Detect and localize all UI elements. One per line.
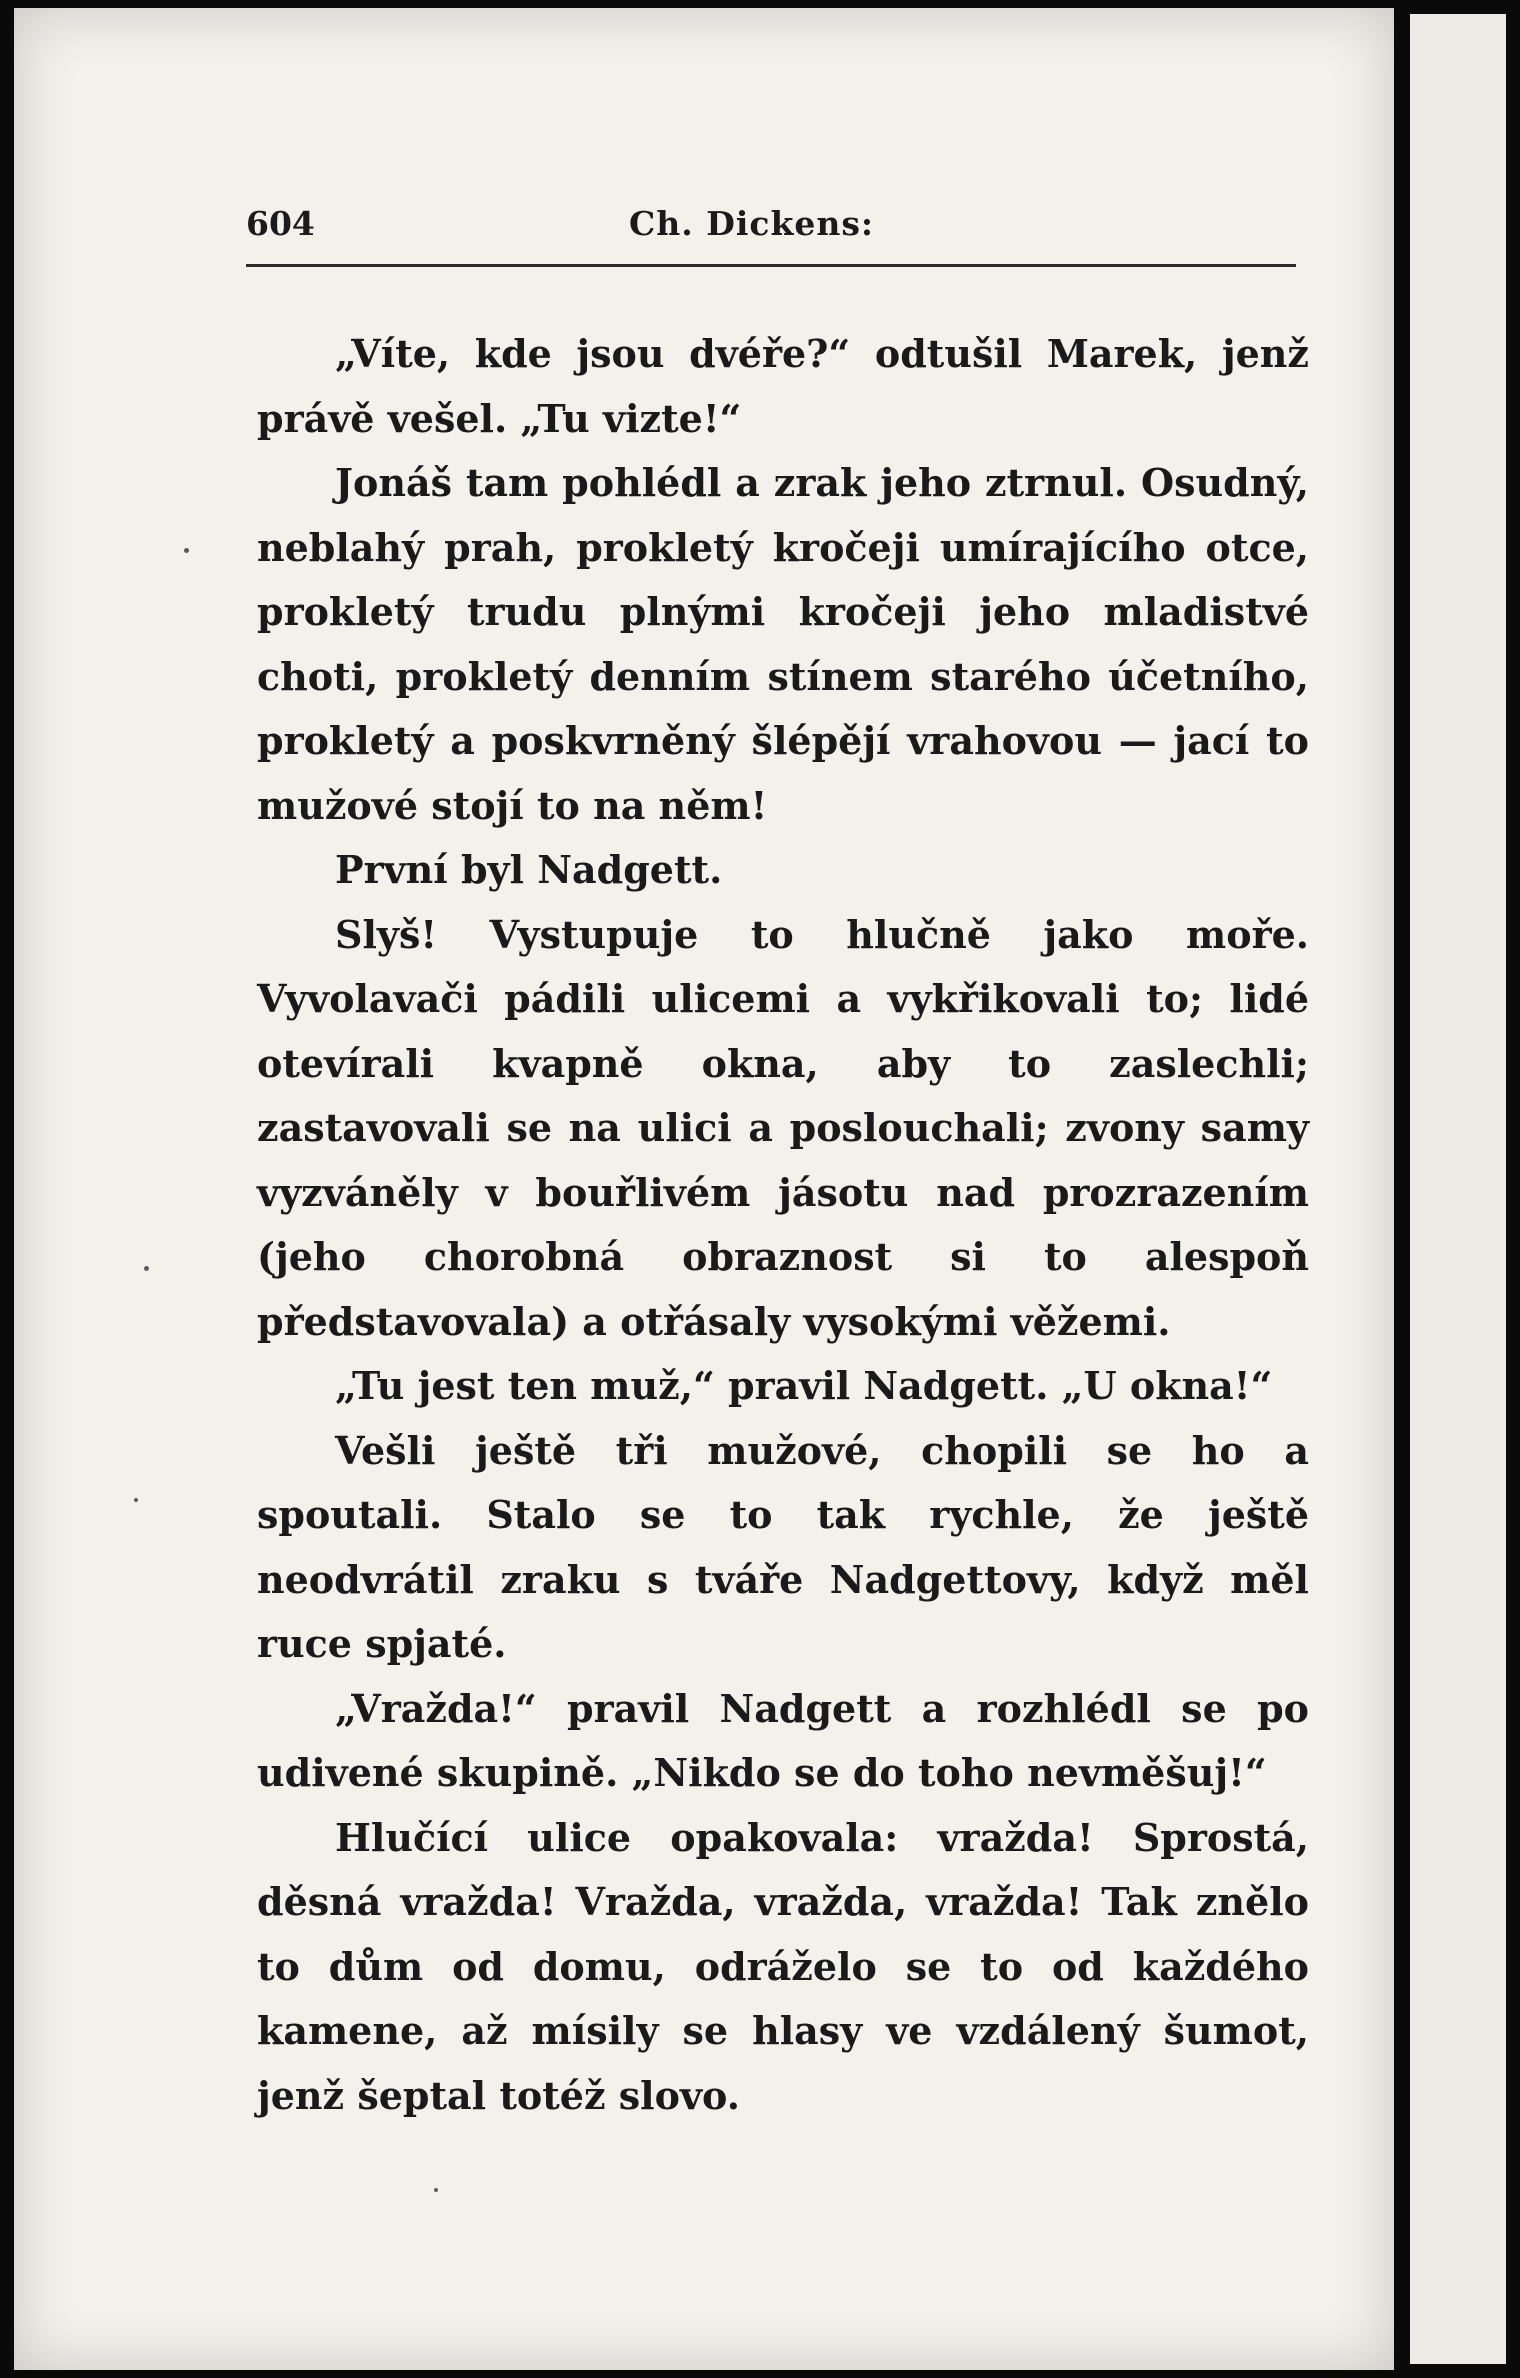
body-text bbox=[257, 322, 1309, 2128]
adjacent-page-edge bbox=[1410, 14, 1506, 2364]
paragraph: Jonáš tam pohlédl a zrak jeho ztrnul. Osudný, neblahý prah, prokletý kročeji umírajícího otce, prokletý trudu plnými kročeji jeho mladistvé choti, prokletý denním stínem starého účetního, prokletý a poskvrněný šlépějí vrahovou — jací to mužové stojí to na něm! bbox=[257, 460, 1309, 828]
paragraph: Hlučící ulice opakovala: vražda! Sprostá, děsná vražda! Vražda, vražda, vražda! Tak znělo to dům od domu, odráželo se to od každého kamene, až mísily se hlasy ve vzdálený šumot, jenž šeptal totéž slovo. bbox=[257, 1814, 1309, 2118]
paper-speck bbox=[434, 2188, 438, 2192]
paragraph: „Tu jest ten muž,“ pravil Nadgett. „U okna!“ bbox=[335, 1363, 1273, 1408]
header-rule bbox=[246, 264, 1296, 267]
paper-speck bbox=[184, 548, 189, 553]
paragraph: Vešli ještě tři mužové, chopili se ho a spoutali. Stalo se to tak rychle, že ještě neodvrátil zraku s tváře Nadgettovy, když měl ruce spjaté. bbox=[257, 1427, 1309, 1666]
paper-speck bbox=[134, 1498, 138, 1502]
paragraph: První byl Nadgett. bbox=[335, 847, 723, 892]
book-page bbox=[14, 8, 1394, 2370]
running-title: Ch. Dickens: bbox=[629, 204, 875, 243]
paper-speck bbox=[144, 1266, 149, 1271]
paragraph: „Vražda!“ pravil Nadgett a rozhlédl se po udivené skupině. „Nikdo se do toho nevměšuj!“ bbox=[257, 1685, 1309, 1795]
page-number: 604 bbox=[246, 204, 315, 243]
paragraph: Slyš! Vystupuje to hlučně jako moře. Vyvolavači pádili ulicemi a vykřikovali to; lidé otevírali kvapně okna, aby to zaslechli; zastavovali se na ulici a poslouchali; zvony samy vyzváněly v bouřlivém jásotu nad prozrazením (jeho chorobná obraznost si to alespoň představovala) a otřásaly vysokými věžemi. bbox=[257, 911, 1309, 1344]
page-header bbox=[234, 198, 1294, 248]
paragraph: „Víte, kde jsou dvéře?“ odtušil Marek, jenž právě vešel. „Tu vizte!“ bbox=[257, 331, 1309, 441]
